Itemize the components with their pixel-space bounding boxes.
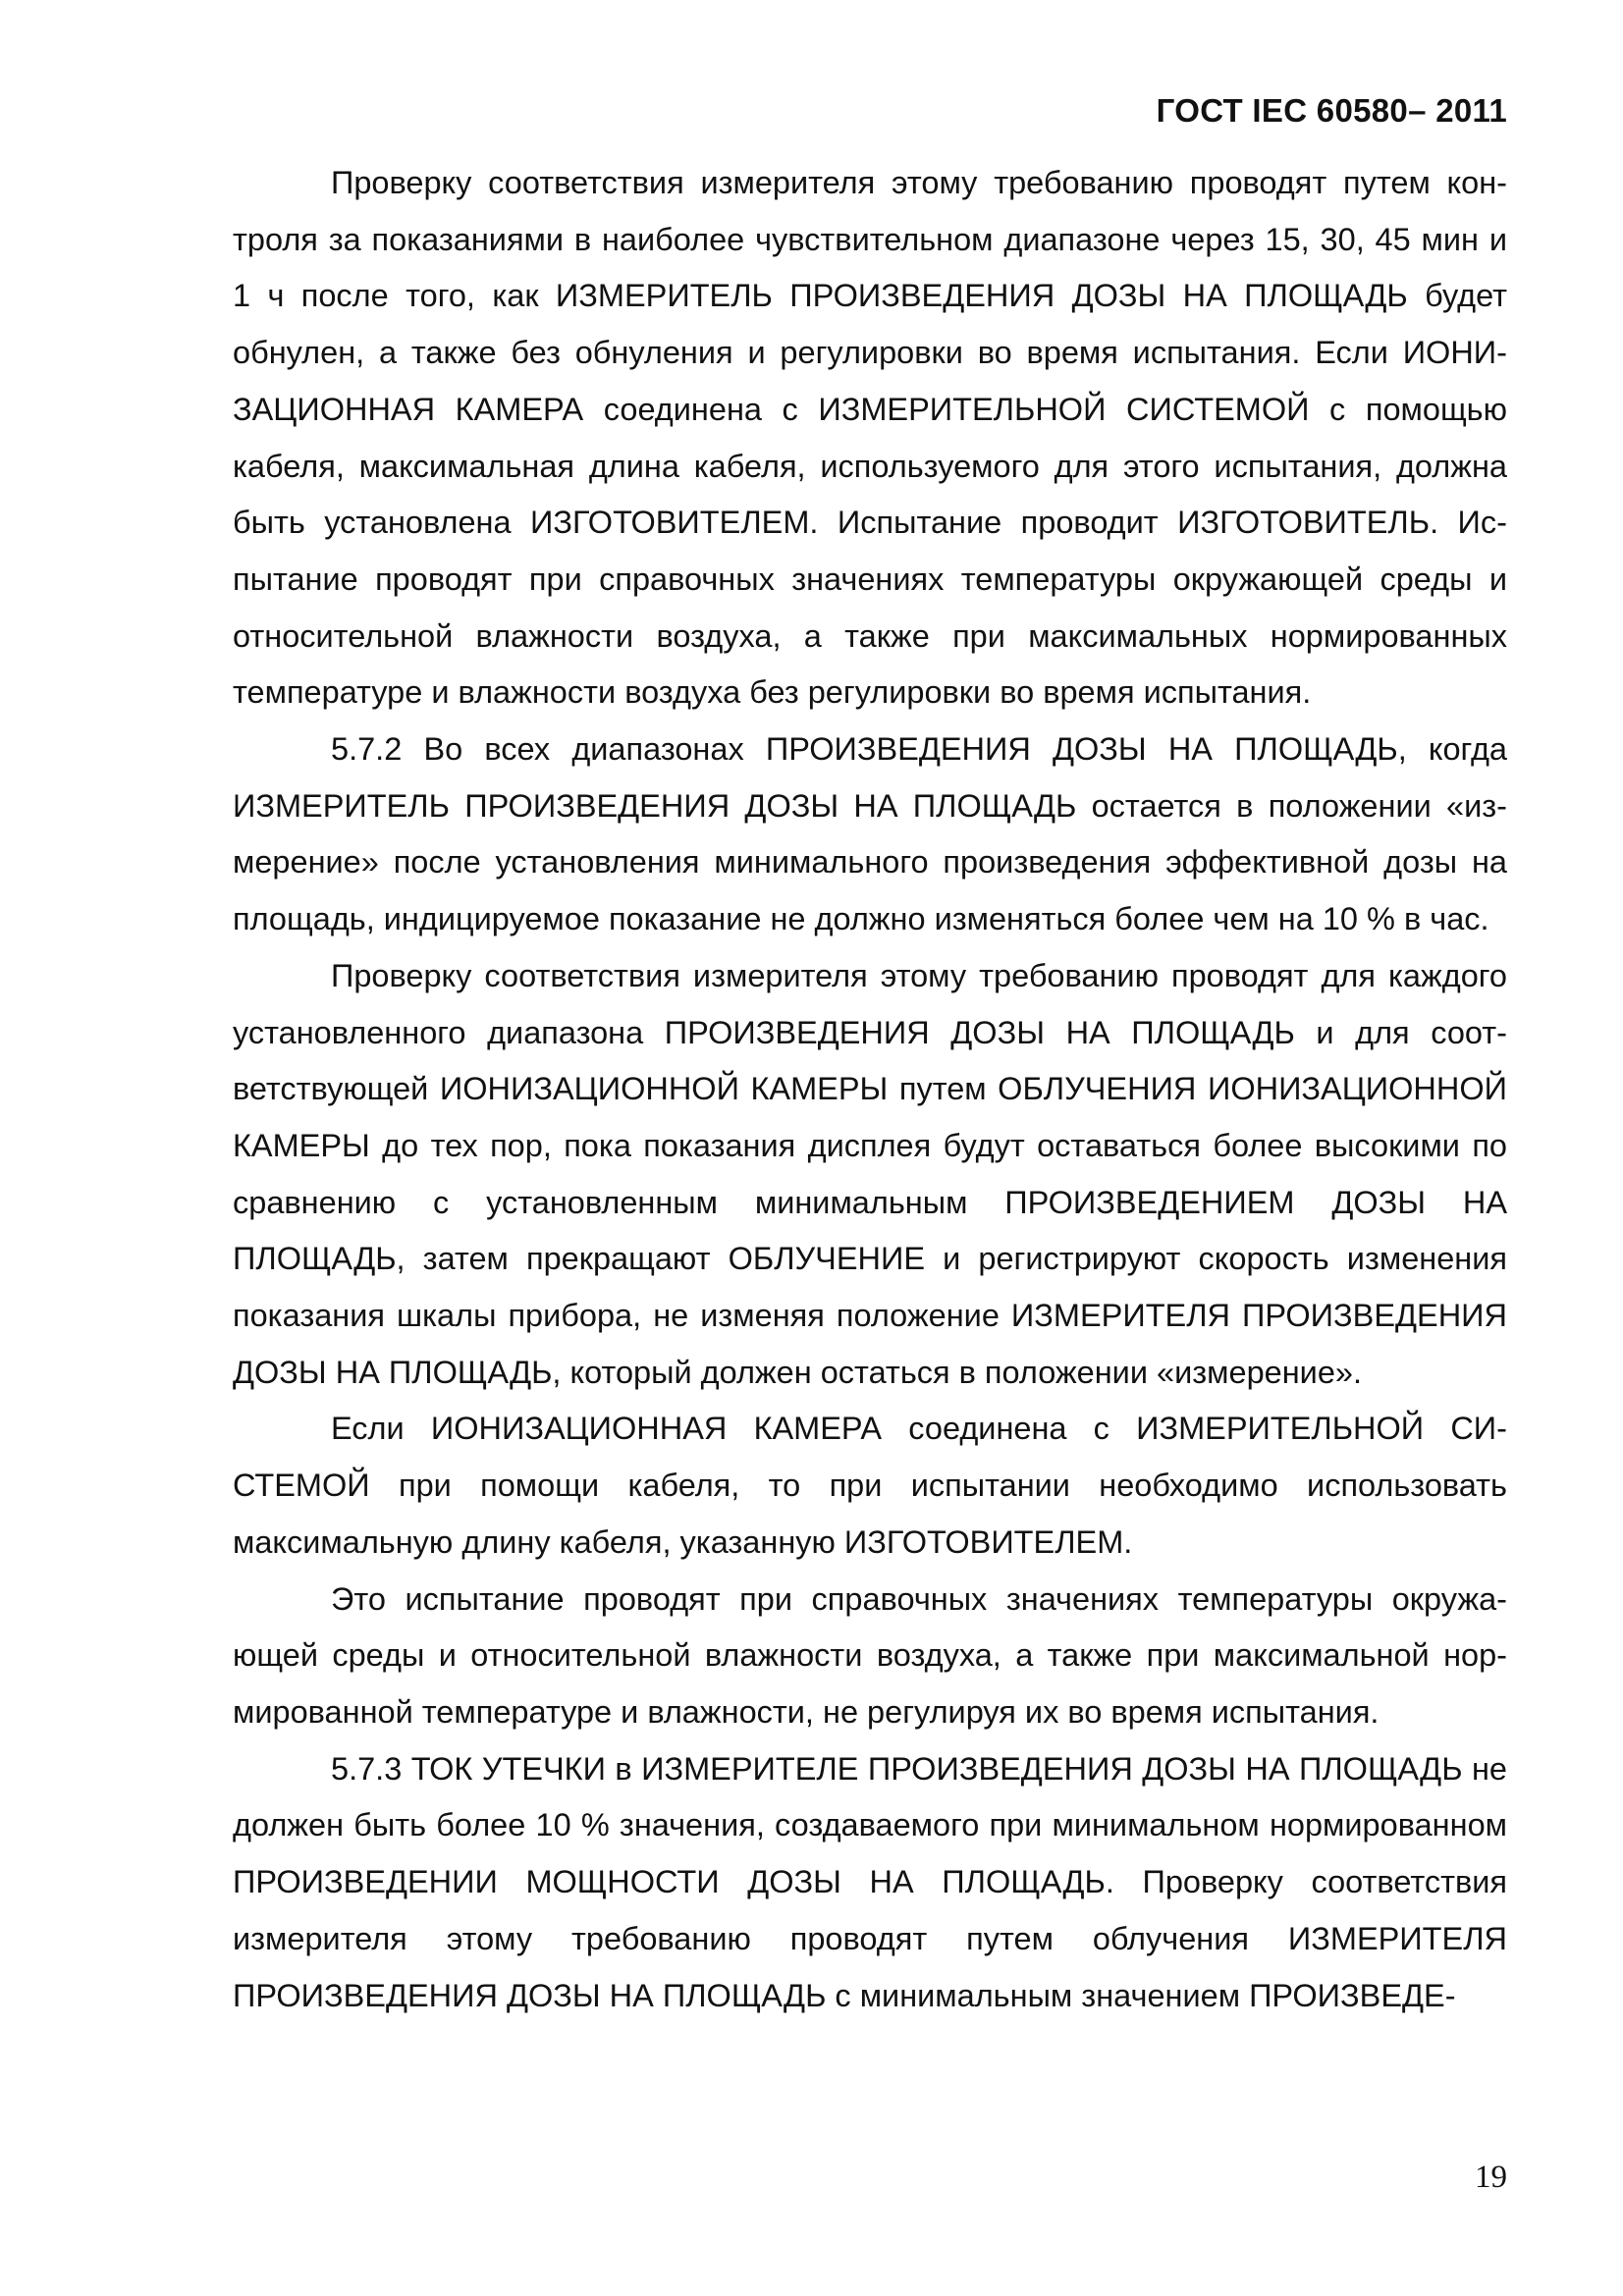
- page-number: 19: [1475, 2160, 1507, 2195]
- paragraph-5-7-3: 5.7.3 ТОК УТЕЧКИ в ИЗМЕРИТЕЛЕ ПРОИЗВЕДЕНИЯ ДОЗЫ НА ПЛОЩАДЬ не должен быть более 10 % значения, создаваемого при минимальном нормированном ПРОИЗВЕДЕНИИ МОЩНОСТИ ДОЗЫ НА ПЛОЩАДЬ. Проверку соответствия измерителя этому требованию проводят путем облучения ИЗМЕРИТЕЛЯ ПРОИЗВЕДЕНИЯ ДОЗЫ НА ПЛОЩАДЬ с минимальным значением ПРОИЗВЕДЕ-: [233, 1750, 1507, 2013]
- paragraph-verification-drift: Проверку соответствия измерителя этому требованию проводят путем контроля за показаниями в наиболее чувствительном диапазоне через 15, 30, 45 мин и 1 ч после того, как ИЗМЕРИТЕЛЬ ПРОИЗВЕДЕНИЯ ДОЗЫ НА ПЛОЩАДЬ будет обнулен, а также без обнуления и регулировки во время испытания. Если ИОНИЗАЦИОННАЯ КАМЕРА соединена с ИЗМЕРИТЕЛЬНОЙ СИСТЕМОЙ с помощью кабеля, максимальная длина кабеля, используемого для этого испытания, должна быть установлена ИЗГОТОВИТЕЛЕМ. Испытание проводит ИЗГОТОВИТЕЛЬ. Испытание проводят при справочных значениях температуры окружающей среды и относительной влажности воздуха, а также при максимальных нормированных температуре и влажности воздуха без регулировки во время испытания.: [233, 165, 1507, 711]
- document-header-standard-id: ГОСТ IEC 60580– 2011: [1156, 92, 1507, 129]
- paragraph-test-conditions: Это испытание проводят при справочных значениях температуры окружающей среды и относительной влажности воздуха, а также при максимальной нормированной температуре и влажности, не регулируя их во время испытания.: [233, 1580, 1507, 1730]
- paragraph-cable-length: Если ИОНИЗАЦИОННАЯ КАМЕРА соединена с ИЗМЕРИТЕЛЬНОЙ СИСТЕМОЙ при помощи кабеля, то при испытании необходимо использовать максимальную длину кабеля, указанную ИЗГОТОВИТЕЛЕМ.: [233, 1411, 1507, 1560]
- paragraph-verification-range: Проверку соответствия измерителя этому требованию проводят для каждого установленного диапазона ПРОИЗВЕДЕНИЯ ДОЗЫ НА ПЛОЩАДЬ и для соответствующей ИОНИЗАЦИОННОЙ КАМЕРЫ путем ОБЛУЧЕНИЯ ИОНИЗАЦИОННОЙ КАМЕРЫ до тех пор, пока показания дисплея будут оставаться более высокими по сравнению с установленным минимальным ПРОИЗВЕДЕНИЕМ ДОЗЫ НА ПЛОЩАДЬ, затем прекращают ОБЛУЧЕНИЕ и регистрируют скорость изменения показания шкалы прибора, не изменяя положение ИЗМЕРИТЕЛЯ ПРОИЗВЕДЕНИЯ ДОЗЫ НА ПЛОЩАДЬ, который должен остаться в положении «измерение».: [233, 957, 1507, 1390]
- document-body: [233, 155, 1507, 2024]
- paragraph-5-7-2: 5.7.2 Во всех диапазонах ПРОИЗВЕДЕНИЯ ДОЗЫ НА ПЛОЩАДЬ, когда ИЗМЕРИТЕЛЬ ПРОИЗВЕДЕНИЯ ДОЗЫ НА ПЛОЩАДЬ остается в положении «измерение» после установления минимального произведения эффективной дозы на площадь, индицируемое показание не должно изменяться более чем на 10 % в час.: [233, 731, 1507, 937]
